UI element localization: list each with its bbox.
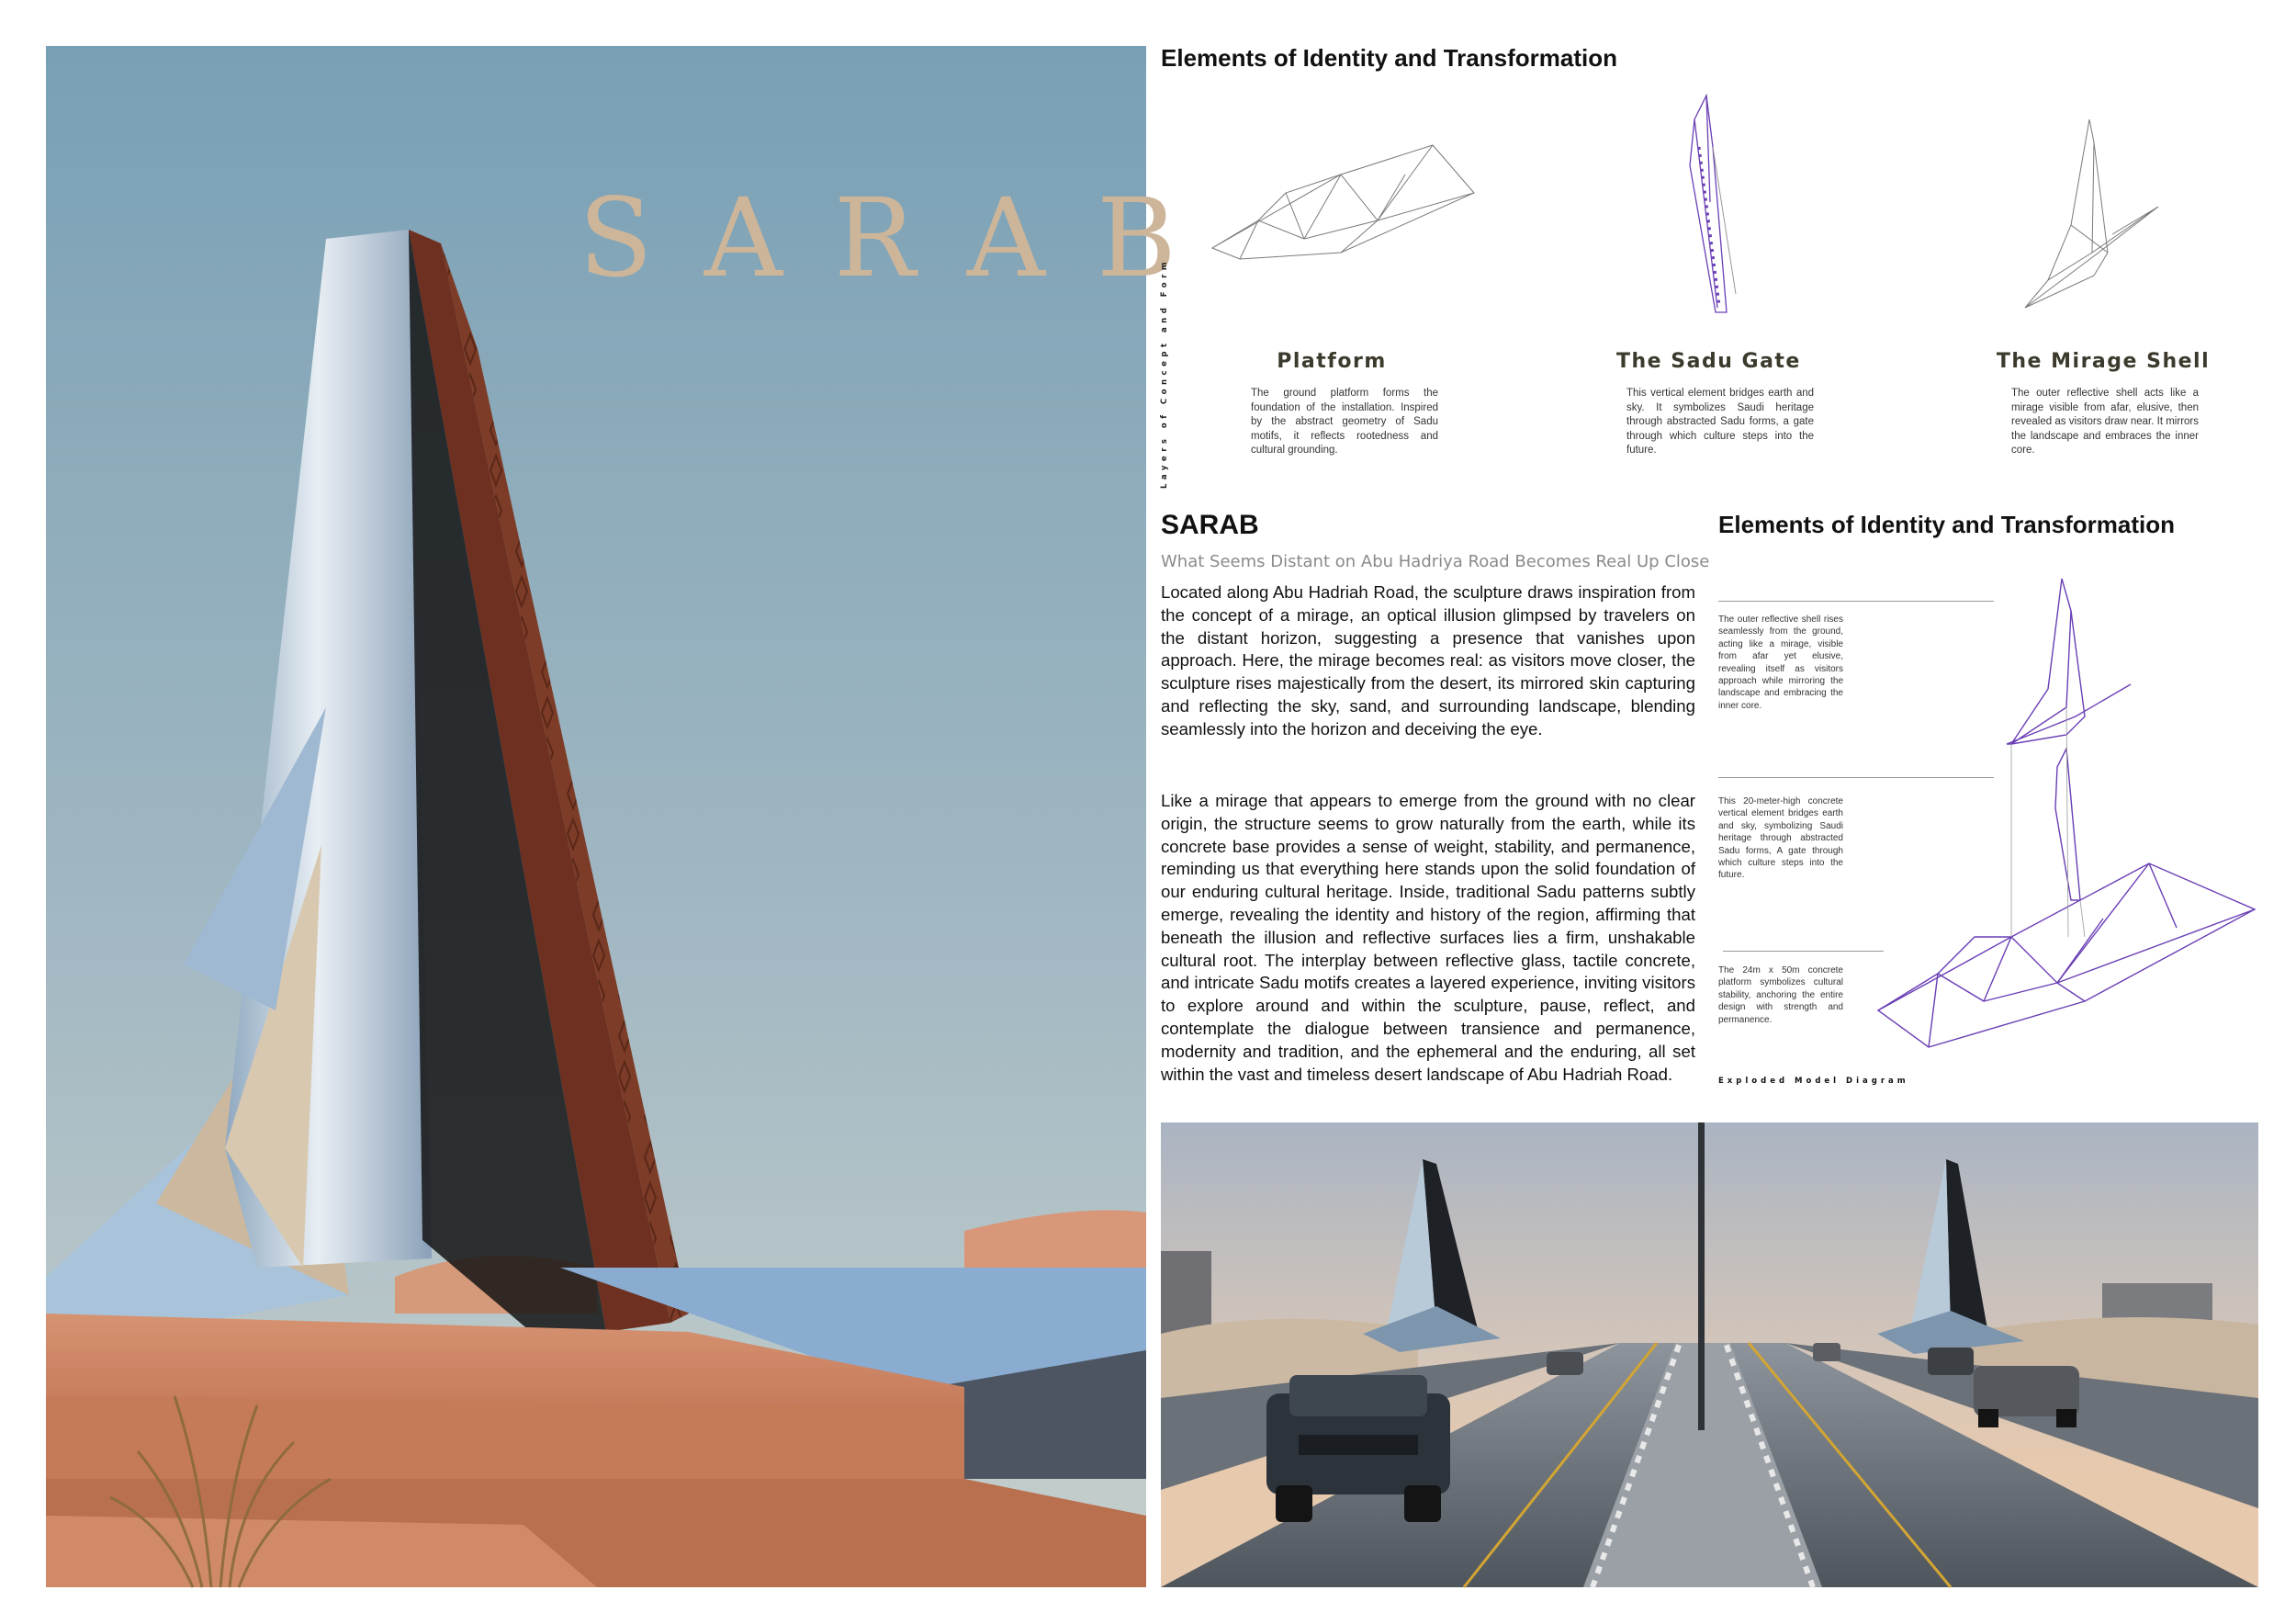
exploded-note-platform: The 24m x 50m concrete platform symbolizes cultural stability, anchoring the entire design with strength and permanence. [1718, 965, 1843, 1025]
layer-text-sadu-gate: This vertical element bridges earth and sky. It symbolizes Saudi heritage through abstracted Sadu forms, a gate through which culture steps into the future. [1626, 388, 1814, 456]
layer-title-mirage-shell: The Mirage Shell [1996, 350, 2211, 373]
car-distant-1 [1547, 1352, 1583, 1375]
layer-text-mirage-shell: The outer reflective shell acts like a mirage visible from afar, elusive, then revealed as visitors draw near. It mirrors the landscape and embraces the inner core. [2011, 388, 2199, 456]
main-paragraph-1: Located along Abu Hadriah Road, the sculpture draws inspiration from the concept of a mirage, an optical illusion glimpsed by travelers on the distant horizon, suggesting a presence that vanishes upon approach. Here, the mirage becomes real: as visitors move closer, the sculpture rises majestically from the desert, its mirrored skin capturing and reflecting the sky, sand, and surrounding landscape, blending seamlessly into the horizon and deceiving the eye. [1161, 582, 1695, 739]
layer-title-platform: Platform [1277, 350, 1387, 373]
exploded-note-gate: This 20-meter-high concrete vertical element bridges earth and sky, symbolizing Saudi heritage through abstracted Sadu forms, A gate through which culture steps into the future. [1718, 796, 1843, 881]
layer-text-platform: The ground platform forms the foundation of the installation. Inspired by the abstract geometry of Sadu motifs, it reflects rootedness and cultural grounding. [1251, 388, 1438, 456]
note-divider-3 [1723, 951, 1884, 952]
platform-diagram [1203, 138, 1479, 266]
main-title: SARAB [1161, 510, 1259, 540]
car-distant-2 [1928, 1348, 1974, 1375]
exploded-model-diagram [1874, 570, 2259, 1056]
exploded-note-shell: The outer reflective shell rises seamlessly from the ground, acting like a mirage, visible from afar yet elusive, revealing itself as visitors approach while mirroring the landscape and embracing the inner core. [1718, 615, 1843, 711]
main-subtitle: What Seems Distant on Abu Hadriya Road Becomes Real Up Close [1161, 552, 1710, 571]
layers-side-label: Layers of Concept and Form [1160, 257, 1169, 489]
layer-title-sadu-gate: The Sadu Gate [1616, 350, 1801, 373]
mirage-shell-diagram [2020, 115, 2167, 312]
sadu-gate-diagram [1671, 92, 1745, 317]
road-illustration [1161, 1122, 2258, 1587]
hero-title: SARAB [579, 175, 1228, 301]
layers-heading: Elements of Identity and Transformation [1161, 44, 1617, 72]
main-paragraph-2: Like a mirage that appears to emerge from the ground with no clear origin, the structure seems to grow naturally from the earth, while its concrete base provides a sense of weight, stability, and permanence, reminding us that everything here stands upon the solid foundation of our enduring cultural heritage. Inside, traditional Sadu patterns subtly emerge, revealing the identity and history of the region, affirming that beneath the illusion and reflective surfaces lies a firm, unshakable cultural root. The interplay between reflective glass, tactile concrete, and intricate Sadu motifs creates a layered experience, inviting visitors to explore around and within the sculpture, pause, reflect, and contemplate the dialogue between transience and permanence, modernity and tradition, and the ephemeral and the enduring, all set within the vast and timeless desert landscape of Abu Hadriah Road. [1161, 791, 1695, 1084]
exploded-heading: Elements of Identity and Transformation [1718, 511, 2175, 538]
exploded-caption: Exploded Model Diagram [1718, 1077, 1909, 1086]
road-render [1161, 1122, 2258, 1587]
car-distant-3 [1813, 1343, 1840, 1361]
